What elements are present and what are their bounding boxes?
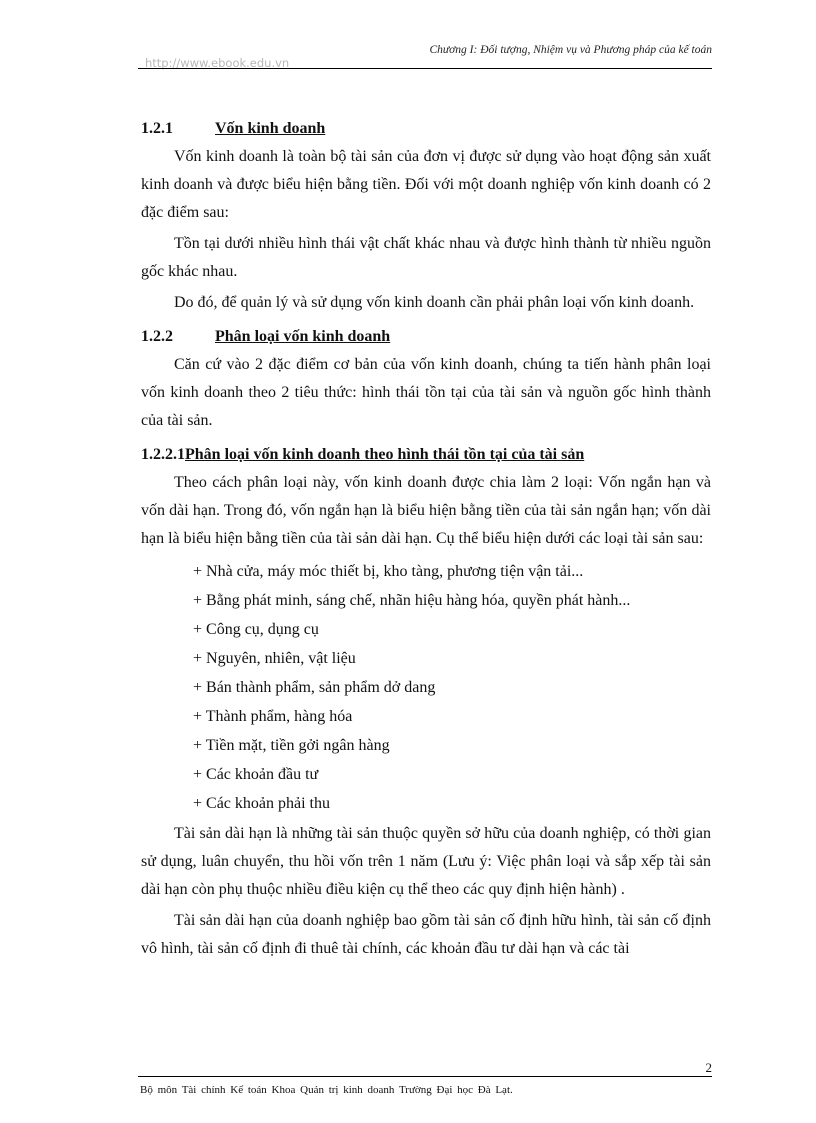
list-item: + Nhà cửa, máy móc thiết bị, kho tàng, phương tiện vận tải...: [193, 563, 584, 580]
paragraph: Tồn tại dưới nhiều hình thái vật chất khác nhau và được hình thành từ nhiều nguồn gốc khác nhau.: [141, 235, 711, 280]
list-item: + Công cụ, dụng cụ: [193, 621, 319, 638]
section-title: Phân loại vốn kinh doanh theo hình thái tồn tại của tài sản: [185, 446, 585, 463]
page-content: [141, 115, 711, 963]
paragraph: Do đó, để quản lý và sử dụng vốn kinh doanh cần phải phân loại vốn kinh doanh.: [174, 294, 695, 311]
section-number: 1.2.2.1: [141, 446, 185, 463]
section-title: Vốn kinh doanh: [215, 120, 326, 137]
footer-text: Bộ môn Tài chính Kế toán Khoa Quản trị kinh doanh Trường Đại học Đà Lạt.: [140, 1084, 513, 1096]
list-item: + Thành phẩm, hàng hóa: [193, 708, 353, 725]
paragraph: Tài sản dài hạn là những tài sản thuộc quyền sở hữu của doanh nghiệp, có thời gian sử dụng, luân chuyển, thu hồi vốn trên 1 năm (Lưu ý: Việc phân loại và sắp xếp tài sản dài hạn còn phụ thuộc nhiều điều kiện cụ thể theo các quy định hiện hành) .: [141, 825, 711, 898]
header-divider: [138, 68, 712, 69]
paragraph: Vốn kinh doanh là toàn bộ tài sản của đơn vị được sử dụng vào hoạt động sản xuất kinh doanh và được biểu hiện bằng tiền. Đối với một doanh nghiệp vốn kinh doanh có 2 đặc điểm sau:: [141, 148, 711, 221]
paragraph: Căn cứ vào 2 đặc điểm cơ bản của vốn kinh doanh, chúng ta tiến hành phân loại vốn kinh doanh theo 2 tiêu thức: hình thái tồn tại của tài sản và nguồn gốc hình thành của tài sản.: [141, 356, 711, 429]
paragraph: Theo cách phân loại này, vốn kinh doanh được chia làm 2 loại: Vốn ngắn hạn và vốn dài hạn. Trong đó, vốn ngắn hạn là biểu hiện bằng tiền của tài sản ngắn hạn; vốn dài hạn là biểu hiện bằng tiền của tài sản dài hạn. Cụ thể biểu hiện dưới các loại tài sản sau:: [141, 474, 711, 547]
watermark-url: http://www.ebook.edu.vn: [145, 56, 290, 70]
asset-list: [193, 557, 711, 818]
list-item: + Các khoản đầu tư: [193, 766, 319, 783]
list-item: + Nguyên, nhiên, vật liệu: [193, 650, 356, 667]
paragraph: Tài sản dài hạn của doanh nghiệp bao gồm tài sản cố định hữu hình, tài sản cố định vô hình, tài sản cố định đi thuê tài chính, các khoản đầu tư dài hạn và các tài: [141, 912, 711, 957]
section-heading-1-2-1: [141, 115, 711, 143]
list-item: + Bán thành phẩm, sản phẩm dở dang: [193, 679, 436, 696]
list-item: + Tiền mặt, tiền gởi ngân hàng: [193, 737, 390, 754]
section-title: Phân loại vốn kinh doanh: [215, 328, 391, 345]
section-number: 1.2.2: [141, 328, 173, 345]
section-heading-1-2-2: [141, 323, 711, 351]
section-number: 1.2.1: [141, 120, 173, 137]
list-item: + Các khoản phải thu: [193, 795, 330, 812]
page-number: 2: [705, 1060, 712, 1075]
section-heading-1-2-2-1: [141, 441, 711, 469]
chapter-header: Chương I: Đối tượng, Nhiệm vụ và Phương pháp của kế toán: [429, 44, 712, 56]
footer-divider: [138, 1076, 712, 1077]
list-item: + Bằng phát minh, sáng chế, nhãn hiệu hàng hóa, quyền phát hành...: [193, 592, 631, 609]
